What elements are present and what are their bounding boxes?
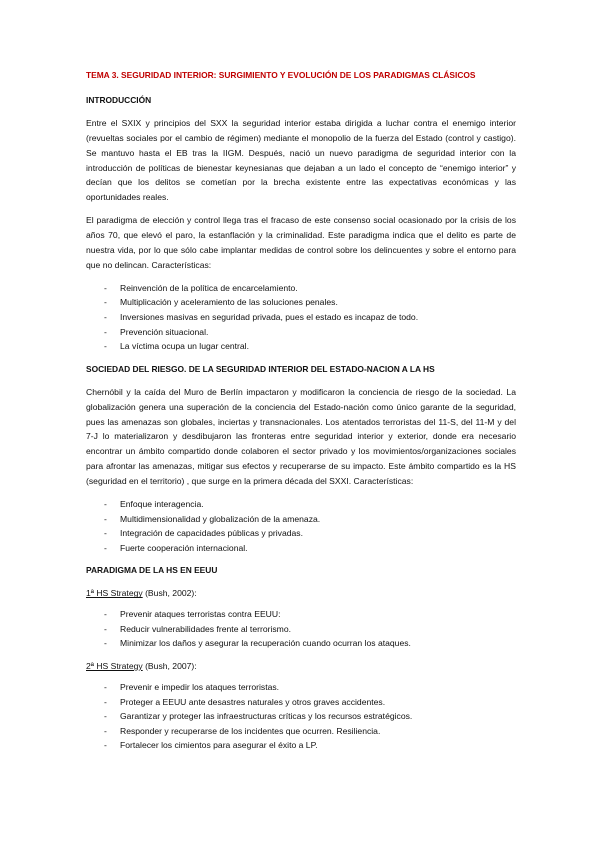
list-item: - Multiplicación y aceleramiento de las soluciones penales. — [86, 295, 516, 310]
list-item: - Fuerte cooperación internacional. — [86, 541, 516, 556]
strategy-1-detail: (Bush, 2002): — [142, 588, 197, 599]
list-item: - Integración de capacidades públicas y privadas. — [86, 526, 516, 541]
list-caracteristicas-hs — [86, 497, 516, 555]
paragraph-intro-1: Entre el SXIX y principios del SXX la seguridad interior estaba dirigida a luchar contra el enemigo interior (revueltas sociales por el cambio de régimen) mediante el monopolio de la fuerza del Estado (control y castigo). Se mantuvo hasta el EB tras la IIGM. Después, nació un nuevo paradigma de seguridad interior con la introducción de políticas de bienestar keynesianas que dejaban a un lado el concepto de “enemigo interior” y decían que los delitos se cometían por la brecha existente entre las expectativas económicas y las oportunidades reales. — [86, 117, 516, 203]
paragraph-intro-2: El paradigma de elección y control llega tras el fracaso de este consenso social ocasionado por la crisis de los años 70, que elevó el paro, la estanflación y la criminalidad. Este paradigma indica que el delito es parte de nuestra vida, por lo que sólo cabe implantar medidas de control sobre los delincuentes y sobre el entorno para que no delincan. Características: — [86, 215, 516, 270]
document-page — [86, 68, 516, 761]
list-item: - Inversiones masivas en seguridad privada, pues el estado es incapaz de todo. — [86, 310, 516, 325]
heading-introduccion: INTRODUCCIÓN — [86, 94, 152, 105]
list-item: - Multidimensionalidad y globalización de la amenaza. — [86, 512, 516, 527]
list-item: - Reinvención de la política de encarcelamiento. — [86, 281, 516, 296]
list-item: - Garantizar y proteger las infraestructuras críticas y los recursos estratégicos. — [86, 709, 516, 724]
list-item: - La víctima ocupa un lugar central. — [86, 339, 516, 354]
list-item: - Responder y recuperarse de los incidentes que ocurren. Resiliencia. — [86, 724, 516, 739]
list-item: - Fortalecer los cimientos para asegurar el éxito a LP. — [86, 738, 516, 753]
strategy-2-link: 2ª HS Strategy — [86, 661, 143, 672]
document-title: TEMA 3. SEGURIDAD INTERIOR: SURGIMIENTO Y EVOLUCIÓN DE LOS PARADIGMAS CLÁSICOS — [86, 70, 476, 80]
list-item: - Prevenir e impedir los ataques terroristas. — [86, 680, 516, 695]
strategy-1-link: 1ª HS Strategy — [86, 588, 143, 599]
paragraph-riesgo: Chernóbil y la caída del Muro de Berlín impactaron y modificaron la conciencia de riesgo de la sociedad. La globalización genera una superación de la conciencia del Estado-nación como único garante de la seguridad, pues las amenazas son globales, inciertas y transnacionales. Los atentados terroristas del 11-S, del 11-M y del 7-J lo materializaron y desdibujaron las fronteras entre seguridad interior y exterior, donde era necesario encontrar un ámbito compartido donde colaboren el sector privado y los movimientos/organizaciones sociales para afrontar las amenazas, mitigar sus efectos y recuperarse de su impacto. Este ámbito compartido es la HS (seguridad en el territorio) , que surge en la primera década del SXXI. Características: — [86, 386, 516, 487]
list-item: - Prevención situacional. — [86, 325, 516, 340]
list-item: - Reducir vulnerabilidades frente al terrorismo. — [86, 622, 516, 637]
heading-sociedad-riesgo: SOCIEDAD DEL RIESGO. DE LA SEGURIDAD INTERIOR DEL ESTADO-NACION A LA HS — [86, 363, 435, 374]
list-item: - Minimizar los daños y asegurar la recuperación cuando ocurran los ataques. — [86, 636, 516, 651]
list-item: - Proteger a EEUU ante desastres naturales y otros graves accidentes. — [86, 695, 516, 710]
list-strategy-1 — [86, 607, 516, 651]
list-strategy-2 — [86, 680, 516, 753]
list-item: - Enfoque interagencia. — [86, 497, 516, 512]
strategy-2-detail: (Bush, 2007): — [142, 661, 197, 672]
heading-paradigma-eeuu: PARADIGMA DE LA HS EN EEUU — [86, 565, 218, 576]
list-item: - Prevenir ataques terroristas contra EEUU: — [86, 607, 516, 622]
strategy-2-heading — [86, 659, 516, 674]
strategy-1-heading — [86, 586, 516, 601]
list-caracteristicas-control — [86, 281, 516, 354]
